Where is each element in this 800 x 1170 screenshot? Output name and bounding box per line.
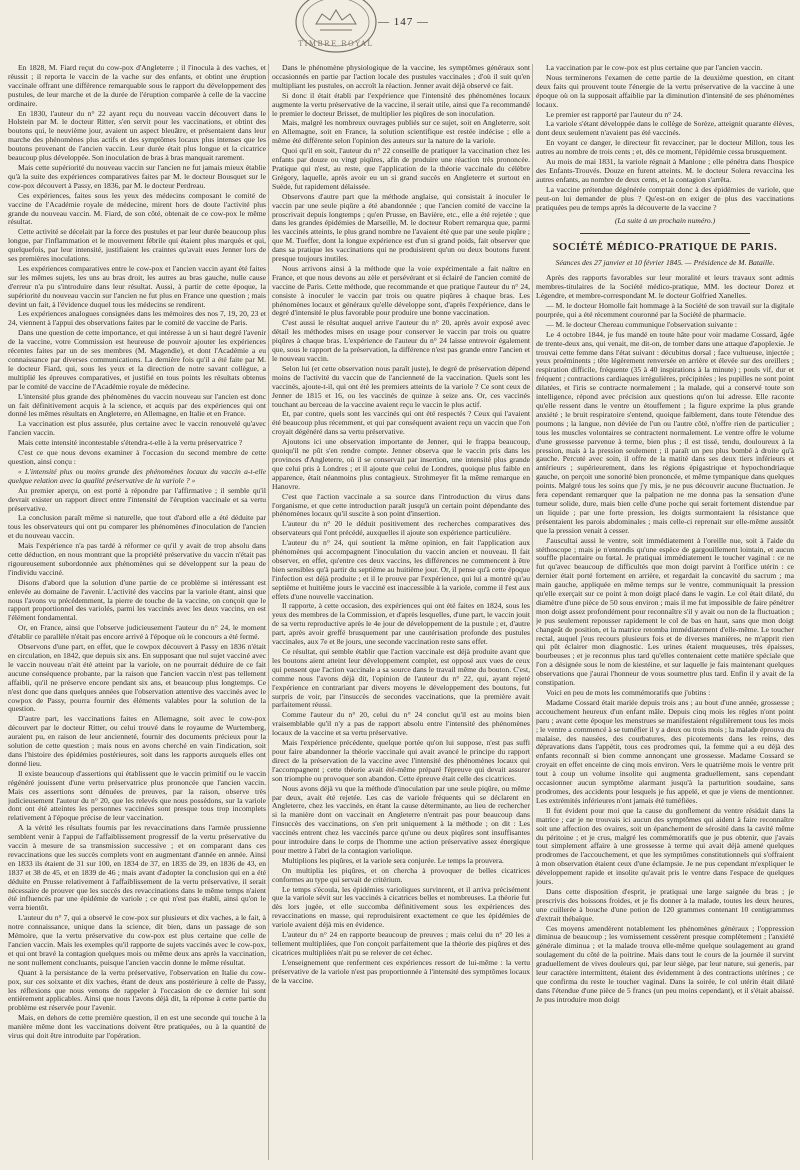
paragraph: L'auteur du n° 20 le déduit positivement des recherches comparatives des observateurs qui l'ont précédé, auxquelles il ajoute son expérience particulière. bbox=[272, 519, 530, 538]
paragraph: Ces moyens amendèrent notablement les phénomènes généraux ; l'oppression diminua de beaucoup ; les vomissement cessèrent presque complètement ; l'anxiété générale diminua ; et la malade trouva elle-même quelque soulagement au grand soulagement du côté de la poitrine. Mais dans tout le cours de la journée il survint graduellement de vives douleurs qui, par leur siège, par leur nature, sui generis, par leur caractère intermittent, étaient des évidemment à des contractions utérines ; ce que confirma du reste le toucher vaginal. Dans la soirée, le col utérin était dilaté dans l'étendue d'une pièce de 5 francs (un peu moins cependant), et il s'était abaissé. Je pus introduire mon doigt bbox=[536, 923, 794, 1004]
paragraph: Le temps s'écoula, les épidémies varioliques survinrent, et il arriva précisément que la variole sévit sur les vaccinés à cicatrices belles et nombreuses. La théorie fut dès lors jugée, et elle succomba définitivement sous les expériences des revaccinations en masse, qui reproduisirent exactement ce que les épidémies de variole avaient déjà mis en évidence. bbox=[272, 884, 530, 930]
column-divider bbox=[268, 64, 269, 1160]
paragraph: La conclusion paraît même si naturelle, que tout d'abord elle a été déduite par tous les observateurs qui ont pu comparer les phénomènes d'inoculation de l'ancien et du nouveau vaccin. bbox=[8, 513, 266, 541]
paragraph: Il fut évident pour moi que la cause du gonflement du ventre résidait dans la matrice ; car je ne trouvais ici aucun des symptômes qui aident à faire reconnaître soit une affection des ovaires, soit un épanchement de sérosité dans la cavité même du péritoine ; et je crus, malgré les commémoratifs que je pus obtenir, que j'avais tout simplement affaire à une grossesse à terme qui avait déjà amené quelques prodromes de l'accouchement, et que les symptômes constitutionnels qui s'offraient à mon observation étaient ceux d'une éclampsie. Je ne pus cependant m'expliquer le développement rapide et insolite qu'avait pris le ventre dans l'espace de quelques jours. bbox=[536, 805, 794, 887]
paragraph: Comme l'auteur du n° 20, celui du n° 24 conclut qu'il est au moins bien vraisemblable qu'il n'y a pas de rapport absolu entre l'intensité des phénomènes locaux de la vaccine et sa vertu préservative. bbox=[272, 710, 530, 738]
paragraph: Et, par contre, quels sont les vaccinés qui ont été respectés ? Ceux qui l'avaient été beaucoup plus récemment, et qui par conséquent avaient reçu un vaccin que l'on croyait dégénéré dans sa vertu préservative. bbox=[272, 409, 530, 437]
paragraph: Mais, malgré les nombreux ouvrages publiés sur ce sujet, soit en Angleterre, soit en Allemagne, soit en France, la solution scientifique est restée indécise ; elle a même été différente selon l'opinion des auteurs sur la nature de la variole. bbox=[272, 118, 530, 146]
article-column-2 bbox=[272, 64, 530, 1162]
paragraph: Ces expériences, faites sous les yeux des médecins composant le comité de vaccine de l'Académie royale de médecine, mirent hors de doute l'activité plus grande du nouveau vaccin. M. Fiard, de son côté, obtenait de ce cow-pox le même résultat. bbox=[8, 190, 266, 227]
paragraph: En 1828, M. Fiard reçut du cow-pox d'Angleterre ; il l'inocula à des vaches, et réussit ; il reporta le vaccin de la vache sur des enfants, et obtint une éruption vaccinale offrant une différence remarquable sous le rapport du développement des pustules, de leur marche et de la durée de l'éruption comparée à celle de la vaccine ordinaire. bbox=[8, 64, 266, 108]
paragraph: Le premier est rapporté par l'auteur du n° 24. bbox=[546, 109, 683, 119]
continued-note: (La suite à un prochain numéro.) bbox=[614, 215, 716, 225]
paragraph: Disons d'abord que la solution d'une partie de ce problème si intéressant est enlevée au domaine de l'avenir. L'activité des vaccins par la variole étant, ainsi que nous l'avons vu précédemment, la pierre de touche de la vaccine, on conçoit que le rapport proportionnel des variolés, parmi les vaccinés avec les deux vaccins, en est l'élément fondamental. bbox=[8, 577, 266, 623]
paragraph: Quant à la persistance de la vertu préservative, l'observation en Italie du cow-pox, sur ces soixante et dix vaches, étant de deux ans postérieure à celle de Passy, les réflexions que nous venons de rappeler à l'occasion de ce dernier lui sont entièrement applicables. Ainsi que nous l'avons déjà dit, la réponse à cette partie du problème est réservée pour l'avenir. bbox=[8, 967, 266, 1013]
paragraph: Nous avons déjà vu que la méthode d'inoculation par une seule piqûre, ou même par deux, avait été rejetée. Les cas de variole fréquents qui se déclarent en Angleterre, chez les vaccinés, en étant la cause déterminante, au lieu de rechercher si la manière dont on vaccinait en Angleterre n'entrait pas pour beaucoup dans l'insuccès des vaccinations, on s'en prit uniquement à la méthode ; on dit : Les vaccinés entrent chez les vaccinés parce qu'une ou deux piqûres sont insuffisantes pour introduire dans le corps de l'homme une action préservative assez énergique pour mettre à l'abri de la contagion variolique. bbox=[272, 783, 530, 855]
paragraph: Selon lui (et cette observation nous paraît juste), le degré de préservation dépend moins de l'activité du vaccin que de l'ancienneté de la vaccination. Quels sont les vaccinés, ajoute-t-il, qui ont été les premiers atteints de la variole ? Ce sont ceux de Jenner de 1815 et 16, ou les vaccinés de quinze à seize ans. Or, ces vaccinés touchant au berceau de la vaccine avaient reçu le vaccin le plus actif. bbox=[272, 363, 530, 409]
paragraph: Observons d'autre part que la méthode anglaise, qui consistait à inoculer le vaccin par une seule piqûre a été abandonnée ; que l'ancien comité de vaccine la proscrivait depuis longtemps ; qu'en Prusse, en Bavière, etc., elle a été rejetée ; que dans les grandes épidémies de Marseille, M. le docteur Robert remarqua que, parmi les vaccinés atteints, le plus grand nombre ne l'avaient été que par une seule piqûre ; que M. Tueffer, dont la longue expérience est d'un si grand poids, fait observer que dans sa pratique les vaccinations qui ne produisirent qu'un ou deux boutons furent presque toujours inutiles. bbox=[272, 191, 530, 264]
paragraph: Au premier aperçu, on est porté à répondre par l'affirmative ; il semble qu'il devrait exister un rapport direct entre l'intensité de l'éruption vaccinale et sa vertu préservative. bbox=[8, 485, 266, 513]
paragraph: C'est ce que nous devons examiner à l'occasion du second membre de cette question, ainsi conçu : bbox=[8, 448, 266, 466]
stamp-icon bbox=[286, 0, 386, 64]
section-divider bbox=[580, 233, 750, 234]
paragraph: Le 4 octobre 1844, je fus mandé en toute hâte pour voir madame Cossard, âgée de trente-deux ans, qui venait, me dit-on, de tomber dans une attaque d'apoplexie. Je trouvai cette femme dans l'état suivant : décubitus dorsal ; face vultueuse, injectée ; yeux proéminents ; tête légèrement renversée en arrière et élevée sur des oreillers ; respiration difficile, fréquente (35 à 40 inspirations à la minute) ; pouls vif, dur et fréquent ; contractions cardiaques irrégulières, précipitées ; les pupilles ne sont point dilatées, et l'iris se contracte normalement ; la malade, qui a conservé toute son intelligence, répond avec précision aux questions qu'on lui adresse. Elle raconte qu'elle ressent dans le ventre un étouffement ; la figure exprime la plus grande anxiété ; le bruit respiratoire s'entend, quoique faiblement, dans toute l'étendue des poumons ; la langue, non déviée de l'un ou l'autre côté, n'offre rien de particulier ; tous les muscles volontaires se contractent normalement. Le ventre offre le volume d'une grossesse parvenue à terme, bien plus ; il est tissé, tendu, douloureux à la pression, mais à la pression seulement ; il paraît un peu plus bombé à droite qu'à gauche. Percuté avec soin, il offre de la matité dans ses deux tiers inférieurs et antérieurs ; supérieurement, dans les régions épigastrique et hypochondriaque gauche, on perçoit une sonorité bien prononcée, et même tympanique dans quelques points. Malgré tous les soins que j'y mis, je ne pus découvrir aucune fluctuation. Je fera cependant remarquer que la palpation ne me donna pas la sensation d'une tumeur solide, dure, mais bien celle d'une poche qui serait fortement distendue par un liquide ; par une forte pression, les doigts surmontaient la résistance que présentaient les parois abdominales ; mais celle-ci reprenait sur elle-même aussitôt que la pression venait à cesser. bbox=[536, 329, 794, 535]
paragraph: — M. le docteur Homolle fait hommage à la Société de son travail sur la digitale pourprée, qui a été récemment couronné par la Société de pharmacie. bbox=[536, 301, 794, 319]
paragraph: L'auteur du n° 24, qui soutient la même opinion, en fait l'application aux phénomènes qui accompagnent l'inoculation du vaccin ancien et nouveau. Il fait observer, en effet, qu'entre ces deux vaccins, les différences ne commencent à être bien sensibles qu'à partir du septième au huitième jour. Or, il pense qu'à cette époque l'infection est déjà produite ; et il le prouve par l'expérience, qui lui a montré qu'au septième et huitième jours le vacciné est inaccessible à la variole, comme il l'est aux effets d'une nouvelle vaccination. bbox=[272, 538, 530, 601]
paragraph: Dans le phénomène physiologique de la vaccine, les symptômes généraux sont occasionnés en partie par l'action locale des pustules vaccinales ; d'où il suit qu'en multipliant les pustules, on accroît la réaction. Jenner avait déjà observé ce fait. bbox=[272, 64, 530, 90]
paragraph: Mais l'expérience précédente, quelque portée qu'on lui suppose, n'est pas suffi pour faire abandonner la théorie vaccinale qui avait avancé le principe du rapport direct de la préservation de la vaccine avec l'intensité des phénomènes locaux qui l'accompagnent ; cette théorie avait été-même préparé l'épreuve qui devait assurer son triomphe ou provoquer son abandon. Cette épreuve était celle des cicatrices. bbox=[272, 738, 530, 783]
paragraph: — M. le docteur Chereau communique l'observation suivante : bbox=[546, 319, 737, 329]
paragraph: La vaccination est plus assurée, plus certaine avec le vaccin renouvelé qu'avec l'ancien vaccin. bbox=[8, 419, 266, 438]
article-column-3 bbox=[536, 64, 794, 1162]
paragraph: Multiplions les piqûres, et la variole sera conjurée. Le temps la prouvera. bbox=[282, 855, 504, 865]
page-number: — 147 — bbox=[378, 16, 429, 28]
paragraph: Cette activité se décelait par la force des pustules et par leur durée beaucoup plus longue, par l'inflammation et le mouvement fébrile qui étaient plus marqués et qui, quelquefois, par leur intensité, justifiaient les craintes qu'avait eues Jenner lors de ses premières inoculations. bbox=[8, 227, 266, 264]
paragraph: Mais cette intensité incontestable s'étendra-t-elle à la vertu préservatrice ? bbox=[18, 438, 243, 448]
paragraph: Après des rapports favorables sur leur moralité et leurs travaux sont admis membres-titulaires de la Société médico-pratique, MM. les docteur Dorez et Légendre, et membre-correspondant M. le docteur Golfried Xanelles. bbox=[536, 273, 794, 301]
paragraph: D'autre part, les vaccinations faites en Allemagne, soit avec le cow-pox découvert par le docteur Ritter, ou celui trouvé dans le royaume de Wurtemberg, auraient pu, en raison de leur ancienneté, fournir des documents précieux pour la solution de cette question ; mais nous en avons cherché en vain l'indication, soit dans l'histoire des épidémies postérieures, soit dans les rapports auxquels elles ont donné lieu. bbox=[8, 714, 266, 768]
paragraph: L'auteur du n° 7, qui a observé le cow-pox sur plusieurs et dix vaches, a le fait, à notre connaissance, unique dans la science, dit bien, dans un passage de son Mémoire, que la vertu préservative du cow-pox est plus certaine que celle de l'ancien vaccin. Mais les exemples qu'il rapporte de sujets vaccinés avec le cow-pox, et qui ont bravé la contagion quelques mois ou même deux ans après la vaccination, ne sont nullement concluants, puisque l'ancien vaccin donne le même résultat. bbox=[8, 913, 266, 967]
paragraph: Il existe beaucoup d'assertions qui établissent que le vaccin primitif ou le vaccin régénéré jouissent d'une vertu préservatrice plus prononcée que l'ancien vaccin. Mais ces assertions sont dénuées de preuves, par la raison, observe très judicieusement l'auteur du n° 20, que les relevés que nous possédons, sur la variole dont ont été atteintes les personnes vaccinées sont presque tous trop incomplets relativement à l'époque précise de leur vaccination. bbox=[8, 768, 266, 823]
paragraph: A la vérité les résultats fournis par les revaccinations dans l'armée prussienne semblent venir à l'appui de l'affaiblissement progressif de la vertu préservative du vaccin à mesure de sa transmission successive ; et en comparant dans ces revaccinations que les succès complets vont en augmentant d'année en année. Ainsi en 1833 ils étaient de 31 sur 100, en 1834 de 37, en 1835 de 39, en 1836 de 43, en 1837 et 38 de 45, et en 1839 de 46 ; mais avant d'adopter la conclusion qui en a été déduite en Prusse relativement à l'affaiblissement de la vertu préservative, il serait nécessaire de prouver que les succès des revaccinations dans le même temps n'aient été influencés par une épidémie de variole ; ce qui n'est pas établi, ainsi qu'on le verra bientôt. bbox=[8, 823, 266, 913]
paragraph: Il rapporte, à cette occasion, des expériences qui ont été faites en 1824, sous les yeux des membres de la Commission, et d'après lesquelles, d'une part, le vaccin jouit de sa vertu reproductive après le 4e jour de développement de la pustule ; et, d'autre part, après avoir greffé brusquement par une cautérisation profonde des pustules vaccinales, aux 7e et 8e jours, une seconde vaccination reste sans effet. bbox=[272, 601, 530, 647]
paragraph: Or, en France, ainsi que l'observe judicieusement l'auteur du n° 24, le moment d'établir ce parallèle n'était pas encore arrivé à l'époque où le concours a été fermé. bbox=[8, 623, 266, 642]
paragraph: J'auscultai aussi le ventre, soit immédiatement à l'oreille nue, soit à l'aide du stéthoscope ; mais je n'entendis qu'une espèce de gargouillement lointain, et aucun souffle placentaire ou fœtal. Je pratiquai immédiatement le toucher vaginal : ce ne fut qu'avec beaucoup de difficultés que mon doigt parvint à l'orifice utérin : ce dernier était porté fortement en arrière, et regardait la concavité du sacrum ; ma main gauche, appliquée en même temps sur le ventre, communiquait la pression qu'elle exerçait sur ce point à mon doigt placé dans le vagin. Le col était dilaté, du diamètre d'une pièce de 50 sous environ ; mais il me fut impossible de faire pénétrer mon doigt assez profondément pour reconnaître s'il y avait ou non de la fluctuation ; je pus seulement repousser rapidement le col de bas en haut, sans que mon doigt changeât de position, et la matrice retomba immédiatement d'elle-même. Le toucher rectal, auquel j'eus recours plusieurs fois et de diverses manières, ne m'apprit rien qui pût éclairer mon diagnostic. Les urines étaient muqueuses, très épaisses, bourbeuses ; et je reconnus plus tard qu'elles contenaient cette matière spéciale que l'on a désignée sous le nom de kiestéine, et sur laquelle je fais maintenant quelques observations que j'aurai l'honneur de vous soumettre plus tard. Enfin il y avait de la constipation. bbox=[536, 535, 794, 688]
paragraph: L'auteur du n° 24 en rapporte beaucoup de preuves ; mais celui du n° 20 les a tellement multipliées, que l'on conçoit parfaitement que la théorie des piqûres et des cicatrices multipliées n'ait pu se relever de cet échec. bbox=[272, 930, 530, 957]
paragraph: Mais cette supériorité du nouveau vaccin sur l'ancien ne fut jamais mieux établie qu'à la suite des expériences comparatives faites par M. le docteur Bousquet sur le cow-pox découvert à Passy, en 1836, par M. le docteur Perdreau. bbox=[8, 162, 266, 190]
royal-stamp-seal bbox=[286, 0, 386, 64]
paragraph: Les expériences analogues consignées dans les mémoires des nos 7, 19, 20, 23 et 24, viennent à l'appui des observations faites par le comité de vaccine de Paris. bbox=[8, 309, 266, 328]
paragraph: La variole s'étant développée dans le collège de Sorèze, atteignit quarante élèves, dont deux seulement n'avaient pas été vaccinés. bbox=[536, 119, 794, 138]
quoted-question: « L'intensité plus ou moins grande des phénomènes locaux du vaccin a-t-elle quelque relation avec la qualité préservative de la variole ? » bbox=[8, 466, 266, 485]
paragraph: Les expériences comparatives entre le cow-pox et l'ancien vaccin ayant été faites sur les mêmes sujets, les uns au bras droit, les autres au bras gauche, nulle cause d'erreur n'a pu s'introduire dans leur résultat. Aussi, à partir de cette époque, la supériorité du nouveau vaccin sur l'ancien ne fut plus en France une question ; mais devint un fait, à l'évidence duquel tous les médecins se rendirent. bbox=[8, 263, 266, 309]
society-heading: SOCIÉTÉ MÉDICO-PRATIQUE DE PARIS. bbox=[552, 242, 778, 254]
paragraph: Mais, en dehors de cette première question, il en est une seconde qui touche à la manière même dont les vaccinations doivent être pratiquées, ou à la quantité de virus qui doit être introduite par l'opération. bbox=[8, 1013, 266, 1041]
svg-text:TIMBRE ROYAL: TIMBRE ROYAL bbox=[298, 40, 374, 48]
paragraph: L'intensité plus grande des phénomènes du vaccin nouveau sur l'ancien est donc un fait définitivement acquis à la science, et acquis par des expériences qui ont donné les mêmes résultats en Angleterre, en Allemagne, en Italie et en France. bbox=[8, 391, 266, 419]
paragraph: On multiplia les piqûres, et on chercha à provoquer de belles cicatrices conformes au type qui servait de critérium. bbox=[272, 865, 530, 884]
paragraph: En voyant ce danger, le directeur fit revacciner, par le docteur Millon, tous les autres au nombre de trois cents ; et, dès ce moment, l'épidémie cessa brusquement. bbox=[536, 138, 794, 157]
article-column-1 bbox=[8, 64, 266, 1162]
paragraph: Madame Cossard était mariée depuis trois ans ; au bout d'une année, grossesse ; accouchement heureux d'un enfant mâle. Depuis cinq mois les règles n'ont point paru ; avant cette époque les menstrues se manifestaient régulièrement tous les mois ; le ventre a commencé à se tuméfier il y a deux ou trois mois ; la malade éprouva du malaise, des nausées, des courbatures, des picotements dans les reins, des dépravations dans l'appétit, tous ces prodromes qui, la femme qui a eu déjà des enfants reconnaît si bien comme annonçant une grossesse. Madame Cossard se croyait en effet enceinte de cinq mois environ. Vers le quatrième mois le ventre prit tout à coup un volume insolite qui augmenta graduellement, sans cependant occasionner aucun symptôme alarmant jusqu'à la parturition soudaine, sans prodromes, des accidents pour lesquels je fus appelé, et que je viens de mentionner. Les extrémités inférieures n'ont jamais été tuméfiées. bbox=[536, 697, 794, 805]
paragraph: Voici en peu de mots les commémoratifs que j'obtins : bbox=[546, 688, 711, 697]
paragraph: Si donc il était établi par l'expérience que l'intensité des phénomènes locaux augmente la vertu préservative de la vaccine, il serait utile, ainsi que l'a recommandé le premier le docteur Brisset, de multiplier les piqûres de son inoculation. bbox=[272, 90, 530, 118]
paragraph: Ajoutons ici une observation importante de Jenner, qui le frappa beaucoup, quoiqu'il ne pût s'en rendre compte. Jenner observa que le vaccin pris dans les provinces d'Angleterre, où il se conservait par insertion, une intensité plus grande que celui pris à Londres ; et il ajoute que celui de Londres, quoique plus faible en apparence, était néanmoins plus contagieux. Strohmeyer fit la même remarque en Hanovre. bbox=[272, 437, 530, 491]
paragraph: C'est que l'action vaccinale a sa source dans l'introduction du virus dans l'organisme, et que cette introduction paraît jusqu'à un certain point dépendante des phénomènes locaux qu'il suscite à son point d'insertion. bbox=[272, 491, 530, 519]
paragraph: Dans cette disposition d'esprit, je pratiquai une large saignée du bras ; je prescrivis des boissons froides, et je fis donner à la malade, toutes les deux heures, une cuillerée à bouche d'une potion de 120 grammes contenant 10 centigrammes d'extrait thébaïque. bbox=[536, 886, 794, 923]
paragraph: Mais l'expérience n'a pas tardé à réformer ce qu'il y avait de trop absolu dans cette déduction, en nous montrant que la propriété préservative du vaccin n'était pas rigoureusement subordonnée aux phénomènes qui se développent sur la peau de l'individu vacciné. bbox=[8, 541, 266, 577]
paragraph: La vaccine prétendue dégénérée comptait donc à des épidémies de variole, que peut-on lui demander de plus ? Qu'est-on en exiger de plus des vaccinations pratiquées peu de temps après la découverte de la vaccine ? bbox=[536, 184, 794, 212]
paragraph: Observons d'une part, en effet, que le cowpox découvert à Passy en 1836 n'était en circulation, en 1842, que depuis six ans. En supposant que nul sujet vacciné avec le vaccin nouveau n'ait été atteint par la variole, on ne pourrait déduire de ce fait aucune conséquence probante, par la raison que l'ancien vaccin n'est pas tellement affaibli, qu'il ne préserve encore pendant six ans, et beaucoup plus longtemps. Ce n'est donc que dans quelques années que l'observation attentive des vaccinés avec le cowpox de Passy, pourra fournir des éléments valables pour la solution de la question. bbox=[8, 642, 266, 714]
paragraph: Nous terminerons l'examen de cette partie de la deuxième question, en citant deux faits qui prouvent toute l'énergie de la vertu préservative de la vaccine à une époque où on la supposait affaiblie par la diminution d'intensité de ses phénomènes locaux. bbox=[536, 72, 794, 109]
column-divider bbox=[532, 64, 533, 1160]
paragraph: En 1830, l'auteur du n° 22 ayant reçu du nouveau vaccin découvert dans le Holstein par M. le docteur Ritter, s'en servit pour les vaccinations, et obtint des boutons qui, le neuvième jour, avaient un aspect bleuâtre, et présentaient dans leur marche des phénomènes plus actifs et des symptômes locaux plus intenses que les boutons provenant de l'ancien vaccin. Leur durée était plus longue et la cicatrice beaucoup plus développée. Son inoculation de bras à bras manquait rarement. bbox=[8, 108, 266, 163]
paragraph: Ce résultat, qui semble établir que l'action vaccinale est déjà produite avant que les boutons aient atteint leur développement complet, est opposé aux vues de ceux qui pensent que l'action vaccinale a sa source dans le travail même du bouton. C'est, comme nous l'avons déjà dit, l'opinion de l'auteur du n° 22, qui, ayant rejeté l'expérience en contrariant par divers moyens le développement des boutons, fut surpris de voir, par l'insuccès de secondes vaccinations, que la première avait parfaitement réussi. bbox=[272, 647, 530, 710]
paragraph: C'est aussi le résultat auquel arrive l'auteur du n° 20, après avoir exposé avec détail les méthodes mises en usage pour conserver le vaccin par trois ou quatre piqûres à chaque bras. L'expérience de l'auteur du n° 24 laisse entrevoir également que, sous le rapport de la préservation, la différence n'est pas grande entre l'ancien et le nouveau vaccin. bbox=[272, 318, 530, 363]
paragraph: Nous arrivons ainsi à la méthode que la voie expérimentale a fait naître en France, et que nous devons au zèle et persévérant et si éclairé de l'ancien comité de vaccine de Paris. Cette méthode, que recommande et que pratique l'auteur du n° 24, consiste à inoculer le vaccin par trois ou quatre piqûres à chaque bras. Les phénomènes locaux et généraux qu'elle développe sont, d'après l'expérience, dans le degré d'intensité le plus favorable pour produire une bonne vaccination. bbox=[272, 263, 530, 318]
session-dates: Séances des 27 janvier et 10 février 1845. — Présidence de M. Bataille. bbox=[555, 258, 775, 268]
paragraph: L'enseignement que renferment ces expériences ressort de lui-même : la vertu préservative de la variole n'est pas proportionnée à l'intensité des symptômes locaux de la vaccine. bbox=[272, 957, 530, 985]
paragraph: Quoi qu'il en soit, l'auteur du n° 22 conseille de pratiquer la vaccination chez les enfants par douze ou vingt piqûres, afin de produire une réaction très prononcée. Pratique qui n'est, au reste, que l'application de la théorie vaccinale du célèbre Grégory, laquelle, après avoir eu un si grand succès en Angleterre et surtout en Suède, fut rapidement délaissée. bbox=[272, 146, 530, 191]
paragraph: La vaccination par le cow-pox est plus certaine que par l'ancien vaccin. bbox=[546, 64, 763, 72]
paragraph: Dans une question de cette importance, et qui intéresse à un si haut degré l'avenir de la vaccine, votre Commission est heureuse de pouvoir ajouter les expériences récentes faites par un de ses membres (M. Magendie), et dont l'Académie a eu connaissance par diverses communications. La dernière fois qu'il a été faite par M. le docteur Fiard, qui, sous les yeux et la direction de notre savant collègue, a multiplié les épreuves comparatives, et justifié en tous points les résultats obtenus par le comité de vaccine de l'Académie royale de médecine. bbox=[8, 328, 266, 391]
paragraph: Au mois de mai 1831, la variole régnait à Manlone ; elle pénétra dans l'hospice des Enfants-Trouvés. Douze en furent atteints. M. le docteur Solera revaccina les autres enfants, au nombre de deux cents, et la contagion s'arrêta. bbox=[536, 157, 794, 184]
